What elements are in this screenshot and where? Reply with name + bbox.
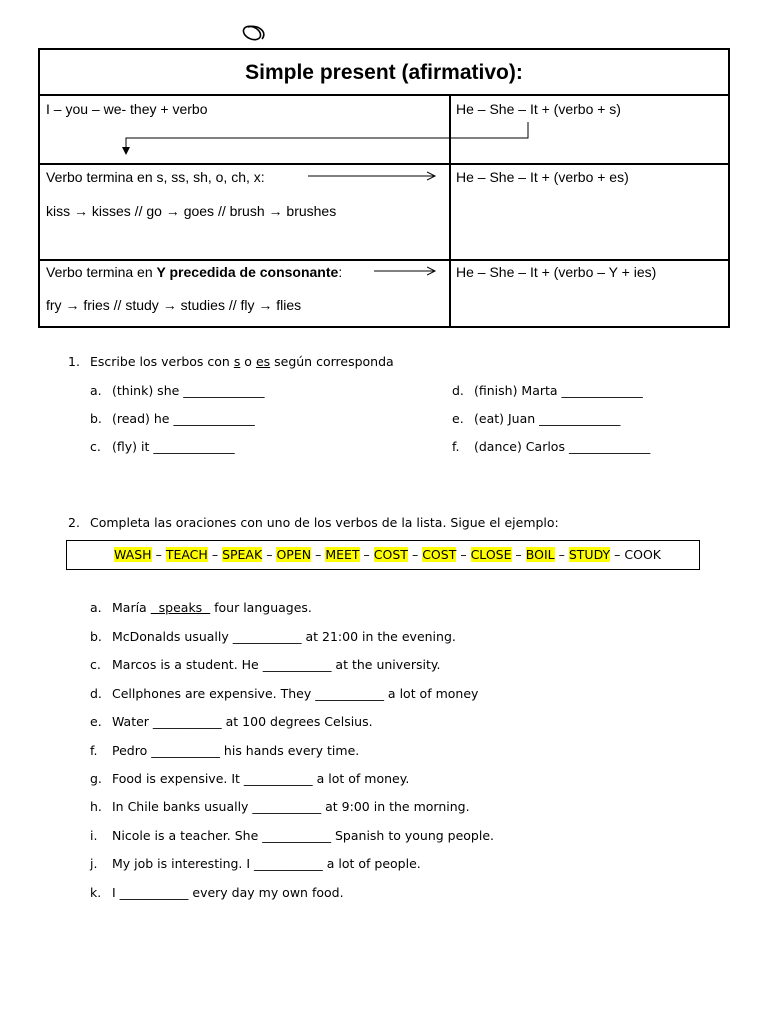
ex1-item-letter: f. xyxy=(452,439,460,454)
word-cost: COST xyxy=(373,547,408,562)
ex2-item-i[interactable]: Nicole is a teacher. She ___________ Spanish to young people. xyxy=(112,828,494,843)
ex2-item-c[interactable]: Marcos is a student. He ___________ at the university. xyxy=(112,657,441,672)
word-meet: MEET xyxy=(325,547,360,562)
exercise2-number: 2. xyxy=(68,515,80,530)
elbow-arrow xyxy=(126,122,528,154)
row3-rule: Verbo termina en Y precedida de consonante: xyxy=(46,264,343,280)
exercise2-instruction: Completa las oraciones con uno de los verbos de la lista. Sigue el ejemplo: xyxy=(90,515,559,530)
ex1-item-a[interactable]: (think) she _____________ xyxy=(112,383,265,398)
ex2-item-letter: c. xyxy=(90,657,101,672)
word-study: STUDY xyxy=(568,547,611,562)
grammar-table xyxy=(38,48,730,328)
row1-left: I – you – we- they + verbo xyxy=(46,101,208,117)
ex2-item-letter: k. xyxy=(90,885,102,900)
row2-example: kiss → kisses // go → goes // brush → brushes xyxy=(46,203,337,219)
ex1-item-letter: e. xyxy=(452,411,464,426)
exercise1-number: 1. xyxy=(68,354,80,369)
row3-example: fry → fries // study → studies // fly → flies xyxy=(46,297,302,313)
word-wash: WASH xyxy=(114,547,152,562)
ex2-item-letter: b. xyxy=(90,629,102,644)
ex1-item-e[interactable]: (eat) Juan _____________ xyxy=(474,411,621,426)
grammar-table-title: Simple present (afirmativo): xyxy=(40,50,728,96)
word-speak: SPEAK xyxy=(222,547,263,562)
ex1-item-d[interactable]: (finish) Marta _____________ xyxy=(474,383,643,398)
doodle-mark xyxy=(240,22,270,44)
ex1-item-f[interactable]: (dance) Carlos _____________ xyxy=(474,439,651,454)
ex2-item-e[interactable]: Water ___________ at 100 degrees Celsius. xyxy=(112,714,373,729)
ex2-item-letter: a. xyxy=(90,600,102,615)
ex2-item-letter: g. xyxy=(90,771,102,786)
word-list-box: WASH – TEACH – SPEAK – OPEN – MEET – COST – COST – CLOSE – BOIL – STUDY – COOK xyxy=(66,540,700,570)
ex2-item-h[interactable]: In Chile banks usually ___________ at 9:00 in the morning. xyxy=(112,799,470,814)
row1-right: He – She – It + (verbo + s) xyxy=(456,101,621,117)
ex2-item-letter: i. xyxy=(90,828,98,843)
ex1-item-b[interactable]: (read) he _____________ xyxy=(112,411,255,426)
ex2-item-g[interactable]: Food is expensive. It ___________ a lot of money. xyxy=(112,771,410,786)
ex1-item-c[interactable]: (fly) it _____________ xyxy=(112,439,235,454)
ex2-item-k[interactable]: I ___________ every day my own food. xyxy=(112,885,344,900)
ex2-item-letter: h. xyxy=(90,799,102,814)
ex2-item-letter: d. xyxy=(90,686,102,701)
ex1-item-letter: b. xyxy=(90,411,102,426)
ex1-item-letter: d. xyxy=(452,383,464,398)
row2-right: He – She – It + (verbo + es) xyxy=(456,169,629,185)
word-cook: COOK xyxy=(624,547,662,562)
ex2-example: María speaks four languages. xyxy=(112,600,312,615)
row2-rule: Verbo termina en s, ss, sh, o, ch, x: xyxy=(46,169,265,185)
word-open: OPEN xyxy=(276,547,312,562)
ex2-item-d[interactable]: Cellphones are expensive. They ___________ a lot of money xyxy=(112,686,479,701)
word-teach: TEACH xyxy=(165,547,208,562)
ex2-item-b[interactable]: McDonalds usually ___________ at 21:00 in the evening. xyxy=(112,629,456,644)
word-close: CLOSE xyxy=(470,547,512,562)
ex2-item-letter: e. xyxy=(90,714,102,729)
ex2-item-letter: f. xyxy=(90,743,98,758)
ex1-item-letter: c. xyxy=(90,439,101,454)
rule-arrows xyxy=(40,50,730,328)
ex1-item-letter: a. xyxy=(90,383,102,398)
word-cost: COST xyxy=(422,547,457,562)
ex2-item-j[interactable]: My job is interesting. I ___________ a lot of people. xyxy=(112,856,421,871)
ex2-item-letter: j. xyxy=(90,856,98,871)
word-boil: BOIL xyxy=(525,547,555,562)
ex2-item-f[interactable]: Pedro ___________ his hands every time. xyxy=(112,743,360,758)
exercise1-instruction: Escribe los verbos con s o es según corresponda xyxy=(90,354,394,369)
row3-right: He – She – It + (verbo – Y + ies) xyxy=(456,264,657,280)
